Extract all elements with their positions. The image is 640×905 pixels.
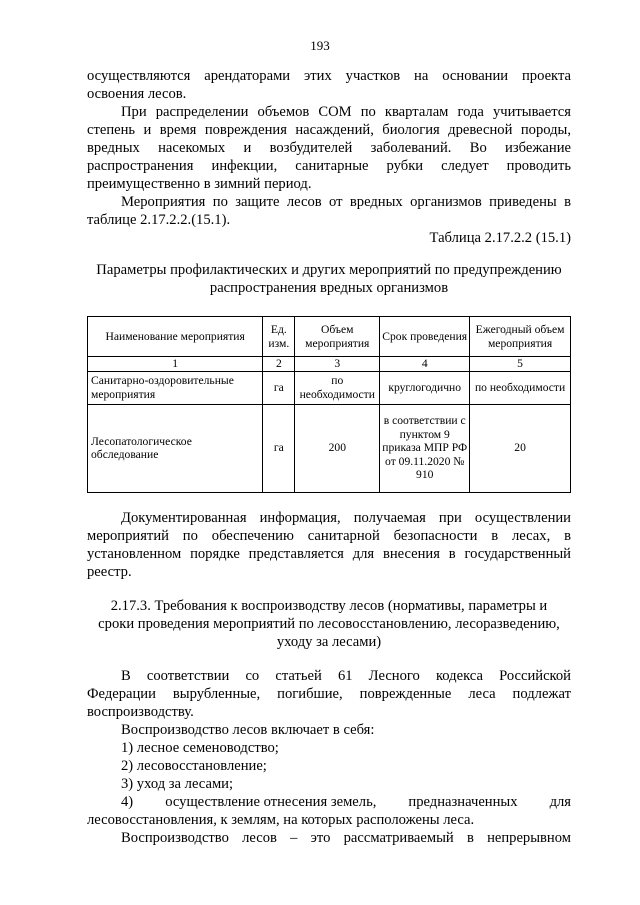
section-heading-line: уходу за лесами) — [276, 634, 382, 650]
cell-volume: по необходимости — [295, 371, 380, 404]
list-item: 2) лесовосстановление; — [121, 758, 267, 774]
column-number: 5 — [470, 357, 571, 372]
cell-name: Санитарно-оздоровительные мероприятия — [88, 371, 263, 404]
column-number: 1 — [88, 357, 263, 372]
list-item-part: осуществление отнесения земель, — [165, 794, 377, 810]
measures-table — [87, 316, 571, 493]
column-number: 4 — [380, 357, 470, 372]
paragraph-line: Воспроизводство лесов включает в себя: — [121, 722, 375, 738]
cell-term: в соответствии с пунктом 9 приказа МПР РФ от 09.11.2020 № 910 — [380, 404, 470, 492]
paragraph-line: распространения инфекции, санитарные рубки следует проводить — [87, 158, 571, 174]
paragraph-line: Мероприятия по защите лесов от вредных организмов приведены в — [121, 194, 571, 210]
column-number: 3 — [295, 357, 380, 372]
paragraph-line: осуществляются арендаторами этих участков на основании проекта — [87, 68, 571, 84]
cell-unit: га — [263, 371, 295, 404]
list-item-part: 4) — [121, 794, 134, 810]
paragraph-line: установленном порядке представляется для внесения в государственный — [87, 546, 571, 562]
header-cell: Срок проведения — [380, 317, 470, 357]
list-item — [121, 793, 571, 811]
header-cell: Объем мероприятия — [295, 317, 380, 357]
list-item-part: для — [549, 794, 571, 810]
paragraph-line: таблице 2.17.2.2.(15.1). — [87, 212, 231, 228]
section-heading-line: 2.17.3. Требования к воспроизводству лесов (нормативы, параметры и — [110, 598, 548, 614]
table-title-line: распространения вредных организмов — [209, 280, 449, 296]
cell-term: круглогодично — [380, 371, 470, 404]
column-number: 2 — [263, 357, 295, 372]
page-number: 193 — [310, 38, 330, 53]
paragraph-line: При распределении объемов СОМ по кварталам года учитывается — [121, 104, 571, 120]
cell-volume: 200 — [295, 404, 380, 492]
list-item-part: предназначенных — [408, 794, 518, 810]
header-cell: Ед. изм. — [263, 317, 295, 357]
table-number-row — [88, 357, 571, 372]
cell-name: Лесопатологическое обследование — [88, 404, 263, 492]
list-item: 1) лесное семеноводство; — [121, 740, 279, 756]
list-item: 3) уход за лесами; — [121, 776, 234, 792]
table-header-row — [88, 317, 571, 357]
table-row — [88, 404, 571, 492]
paragraph-line: Воспроизводство лесов – это рассматриваемый в непрерывном — [121, 830, 571, 846]
list-item-continuation: лесовосстановления, к землям, на которых расположены леса. — [87, 812, 475, 828]
header-cell: Ежегодный объем мероприятия — [470, 317, 571, 357]
paragraph-line: степень и время повреждения насаждений, биология древесной породы, — [87, 122, 571, 138]
cell-annual: по необходимости — [470, 371, 571, 404]
paragraph-line: реестр. — [87, 564, 132, 580]
header-cell: Наименование мероприятия — [88, 317, 263, 357]
paragraph-line: преимущественно в зимний период. — [87, 176, 312, 192]
paragraph-line: вредных насекомых и возбудителей заболеваний. Во избежание — [87, 140, 571, 156]
cell-annual: 20 — [470, 404, 571, 492]
paragraph-line: воспроизводству. — [87, 704, 194, 720]
section-heading-line: сроки проведения мероприятий по лесовосстановлению, лесоразведению, — [98, 616, 560, 632]
paragraph-line: Документированная информация, получаемая при осуществлении — [121, 510, 571, 526]
paragraph-line: мероприятий по обеспечению санитарной безопасности в лесах, в — [87, 528, 571, 544]
cell-unit: га — [263, 404, 295, 492]
table-row — [88, 371, 571, 404]
paragraph-line: освоения лесов. — [87, 86, 187, 102]
table-label: Таблица 2.17.2.2 (15.1) — [429, 230, 571, 246]
paragraph-line: В соответствии со статьей 61 Лесного кодекса Российской — [121, 668, 571, 684]
table-title-line: Параметры профилактических и других мероприятий по предупреждению — [96, 262, 562, 278]
paragraph-line: Федерации вырубленные, погибшие, поврежденные леса подлежат — [87, 686, 571, 702]
